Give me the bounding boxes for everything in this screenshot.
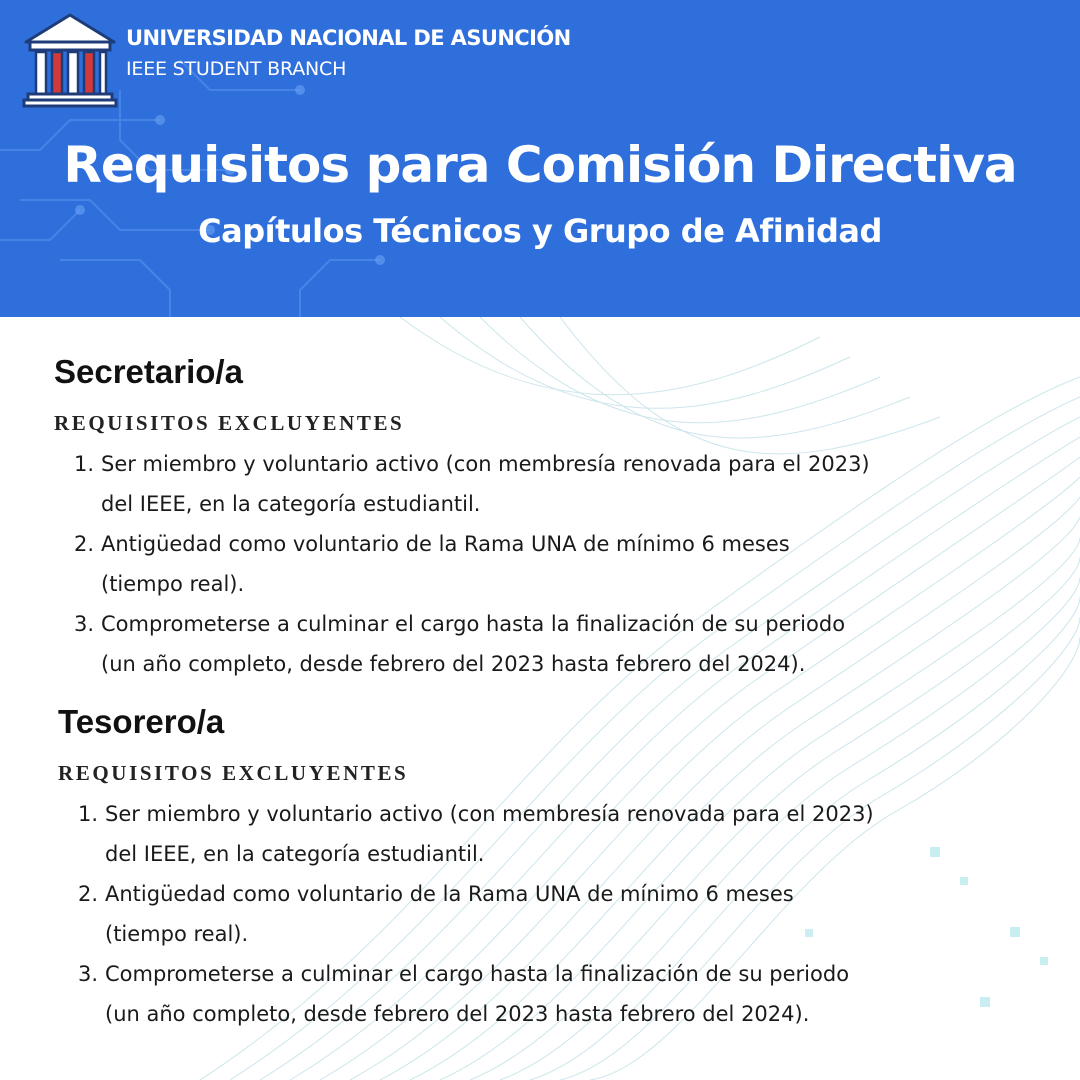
item-text-line: Comprometerse a culminar el cargo hasta la finalización de su periodo bbox=[101, 612, 846, 636]
organization-branch: IEEE STUDENT BRANCH bbox=[126, 58, 347, 80]
item-number: 1. bbox=[78, 802, 99, 826]
list-item bbox=[58, 874, 1048, 954]
section-secretario bbox=[54, 350, 1044, 684]
page-subtitle: Capítulos Técnicos y Grupo de Afinidad bbox=[198, 212, 882, 250]
role-title: Secretario/a bbox=[54, 353, 243, 390]
item-text-line: Antigüedad como voluntario de la Rama UNA de mínimo 6 meses bbox=[101, 532, 790, 556]
item-number: 2. bbox=[74, 532, 95, 556]
list-item bbox=[54, 444, 1044, 524]
building-logo-icon bbox=[22, 12, 118, 108]
item-text-line: (un año completo, desde febrero del 2023 hasta febrero del 2024). bbox=[101, 652, 806, 676]
list-item bbox=[58, 794, 1048, 874]
role-title: Tesorero/a bbox=[58, 703, 225, 740]
page-title: Requisitos para Comisión Directiva bbox=[63, 136, 1017, 194]
requirements-label: REQUISITOS EXCLUYENTES bbox=[54, 411, 405, 435]
item-text-line: del IEEE, en la categoría estudiantil. bbox=[101, 492, 481, 516]
item-text-line: Comprometerse a culminar el cargo hasta la finalización de su periodo bbox=[105, 962, 850, 986]
requirements-list bbox=[58, 794, 1048, 1034]
item-text-line: (tiempo real). bbox=[105, 922, 249, 946]
item-text-line: Ser miembro y voluntario activo (con membresía renovada para el 2023) bbox=[101, 452, 870, 476]
item-text-line: (un año completo, desde febrero del 2023 hasta febrero del 2024). bbox=[105, 1002, 810, 1026]
item-number: 3. bbox=[74, 612, 95, 636]
item-text-line: Antigüedad como voluntario de la Rama UNA de mínimo 6 meses bbox=[105, 882, 794, 906]
item-number: 1. bbox=[74, 452, 95, 476]
item-number: 2. bbox=[78, 882, 99, 906]
item-text-line: del IEEE, en la categoría estudiantil. bbox=[105, 842, 485, 866]
list-item bbox=[54, 524, 1044, 604]
header-banner bbox=[0, 0, 1080, 317]
requirements-list bbox=[54, 444, 1044, 684]
list-item bbox=[54, 604, 1044, 684]
section-tesorero bbox=[58, 700, 1048, 1034]
list-item bbox=[58, 954, 1048, 1034]
item-text-line: (tiempo real). bbox=[101, 572, 245, 596]
item-number: 3. bbox=[78, 962, 99, 986]
requirements-label: REQUISITOS EXCLUYENTES bbox=[58, 761, 409, 785]
organization-name: UNIVERSIDAD NACIONAL DE ASUNCIÓN bbox=[126, 26, 571, 50]
item-text-line: Ser miembro y voluntario activo (con membresía renovada para el 2023) bbox=[105, 802, 874, 826]
